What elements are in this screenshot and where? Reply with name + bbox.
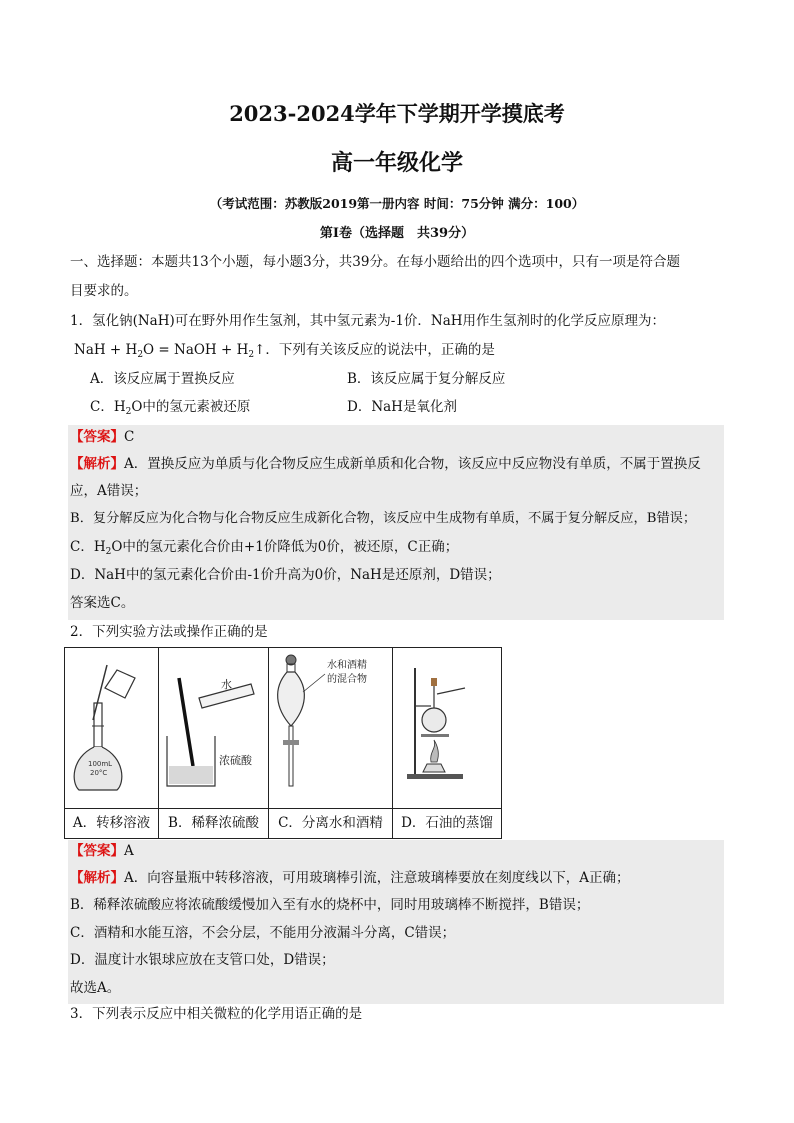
q2-analysis-line: D．温度计水银球应放在支管口处，D错误； <box>70 952 335 968</box>
figure-cell-d <box>393 648 501 838</box>
q1-option-b: B．该反应属于复分解反应 <box>347 371 506 387</box>
opt-sub: 2 <box>125 407 132 417</box>
flask-mark-volume: 100mL <box>88 760 113 768</box>
exam-subtitle: 高一年级化学 <box>330 150 463 176</box>
q2-answer-block <box>68 840 724 1004</box>
caption-d: D．石油的蒸馏 <box>393 808 501 838</box>
q2-analysis-line: B．稀释浓硫酸应将浓硫酸缓慢加入至有水的烧杯中，同时用玻璃棒不断搅拌，B错误； <box>70 897 590 913</box>
figure-cell-a <box>65 648 159 838</box>
instructions-line: 目要求的。 <box>70 283 138 299</box>
distillation-diagram <box>393 648 501 808</box>
answer-value: A <box>124 843 134 859</box>
acid-label: 浓硫酸 <box>219 754 252 767</box>
q2-figure-table <box>64 647 502 839</box>
volumetric-flask-diagram <box>65 648 159 808</box>
opt-part: O中的氢元素被还原 <box>131 399 251 415</box>
funnel-label-1: 水和酒精 <box>327 660 367 671</box>
q2-analysis-line: 故选A。 <box>70 980 121 996</box>
instructions-line: 一、选择题：本题共13个小题，每小题3分，共39分。在每小题给出的四个选项中，只有一项是符合题 <box>70 254 680 270</box>
eq-sub: 2 <box>248 350 255 360</box>
q1-analysis-line: 应，A错误； <box>70 483 148 499</box>
q3-stem: 3．下列表示反应中相关微粒的化学用语正确的是 <box>70 1006 363 1022</box>
analysis-part: O中的氢元素化合价由+1价降低为0价，被还原，C正确； <box>111 539 459 555</box>
section-heading: 第Ⅰ卷（选择题 共39分） <box>319 226 475 241</box>
analysis-part: C．H <box>70 539 106 555</box>
water-label: 水 <box>221 678 232 691</box>
q1-answer <box>70 427 134 447</box>
dilution-diagram <box>159 648 269 808</box>
exam-info: （考试范围：苏教版2019第一册内容 时间：75分钟 满分：100） <box>209 196 585 211</box>
q1-analysis-line <box>70 537 458 562</box>
q1-analysis-line: B．复分解反应为化合物与化合物反应生成新化合物，该反应中生成物有单质，不属于复分解反应，B错误； <box>70 511 697 526</box>
q1-option-a: A．该反应属于置换反应 <box>90 371 235 387</box>
figure-cell-c <box>269 648 393 838</box>
analysis-text: A．置换反应为单质与化合物反应生成新单质和化合物，该反应中反应物没有单质，不属于置换反 <box>124 456 701 472</box>
answer-tag: 【答案】 <box>70 429 124 445</box>
analysis-tag: 【解析】 <box>70 456 124 472</box>
eq-part: O = NaOH + H <box>143 342 249 358</box>
exam-title: 2023-2024学年下学期开学摸底考 <box>229 101 565 126</box>
analysis-text: A．向容量瓶中转移溶液，可用玻璃棒引流，注意玻璃棒要放在刻度线以下，A正确； <box>124 870 630 886</box>
q1-equation <box>74 340 495 365</box>
answer-value: C <box>124 429 135 445</box>
q1-analysis-line: 答案选C。 <box>70 595 135 611</box>
caption-c: C．分离水和酒精 <box>269 808 392 838</box>
q1-analysis-line <box>70 454 701 474</box>
eq-sub: 2 <box>137 350 144 360</box>
q2-stem: 2．下列实验方法或操作正确的是 <box>70 624 268 640</box>
figure-cell-b <box>159 648 269 838</box>
q2-answer <box>70 841 134 861</box>
eq-part: ↑．下列有关该反应的说法中，正确的是 <box>254 342 495 358</box>
q1-option-d: D．NaH是氧化剂 <box>347 399 457 415</box>
analysis-tag: 【解析】 <box>70 870 124 886</box>
q1-option-c <box>90 397 250 422</box>
flask-mark-temp: 20°C <box>90 769 108 777</box>
analysis-sub: 2 <box>105 547 112 557</box>
q1-analysis-line: D．NaH中的氢元素化合价由-1价升高为0价，NaH是还原剂，D错误； <box>70 567 501 583</box>
q1-stem: 1．氢化钠(NaH)可在野外用作生氢剂，其中氢元素为-1价．NaH用作生氢剂时的化学反应原理为： <box>70 313 666 329</box>
eq-part: NaH + H <box>74 342 138 358</box>
separating-funnel-diagram <box>269 648 393 808</box>
q2-analysis-line: C．酒精和水能互溶，不会分层，不能用分液漏斗分离，C错误； <box>70 925 456 941</box>
funnel-label-2: 的混合物 <box>327 674 367 685</box>
answer-tag: 【答案】 <box>70 843 124 859</box>
opt-part: C．H <box>90 399 126 415</box>
caption-a: A．转移溶液 <box>65 808 158 838</box>
q2-analysis-line <box>70 868 630 888</box>
caption-b: B．稀释浓硫酸 <box>159 808 268 838</box>
